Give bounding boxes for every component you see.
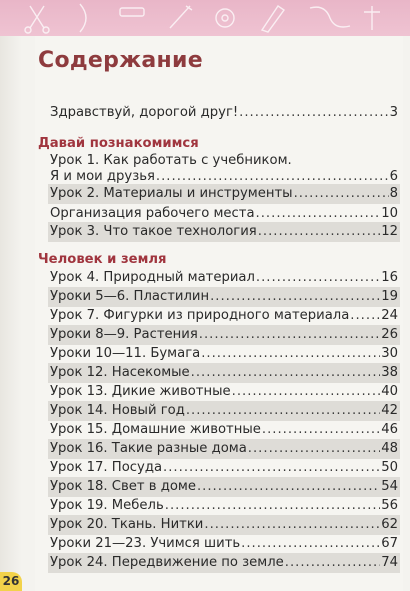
toc-leader-dots — [186, 401, 380, 421]
toc-item-text: Урок 4. Природный материал — [50, 270, 255, 285]
page-edge — [0, 36, 22, 591]
toc-item-text: Здравствуй, дорогой друг! — [50, 105, 239, 120]
toc-row[interactable] — [48, 363, 400, 383]
toc-item-page: 40 — [381, 384, 398, 399]
page-title: Содержание — [38, 48, 203, 73]
toc-item-page: 42 — [381, 403, 398, 418]
top-decorative-band — [0, 0, 410, 36]
toc-row[interactable] — [48, 553, 400, 573]
toc-item-text: Уроки 8—9. Растения — [50, 327, 198, 342]
toc-item-page: 38 — [381, 365, 398, 380]
toc-item-text: Урок 15. Домашние животные — [50, 422, 261, 437]
toc-item-text: Урок 3. Что такое технология — [50, 224, 257, 239]
toc-item-text: Урок 17. Посуда — [50, 460, 163, 475]
toc-item-text: Урок 18. Свет в доме — [50, 479, 196, 494]
toc-item-page: 48 — [381, 441, 398, 456]
toc-row[interactable] — [48, 458, 400, 478]
toc-leader-dots — [210, 287, 380, 307]
toc-row[interactable] — [48, 496, 400, 516]
toc-row[interactable] — [48, 325, 400, 345]
toc-item-page: 6 — [389, 169, 398, 184]
toc-row[interactable] — [48, 287, 400, 307]
toc-leader-dots — [248, 439, 380, 459]
toc-row[interactable] — [48, 268, 400, 288]
toc-item-page: 30 — [381, 346, 398, 361]
toc-leader-dots — [204, 515, 380, 535]
toc-item-text: Урок 2. Материалы и инструменты — [50, 186, 293, 201]
toc-row[interactable] — [48, 420, 400, 440]
toc-leader-dots — [294, 184, 389, 204]
toc-row[interactable] — [48, 204, 400, 224]
toc-item-text: Урок 7. Фигурки из природного материала — [50, 308, 350, 323]
toc-intro-row[interactable] — [48, 103, 400, 123]
toc-leader-dots — [258, 222, 381, 242]
toc-item-text: Уроки 21—23. Учимся шить — [50, 536, 241, 551]
toc-item-text: Урок 1. Как работать с учебником. — [50, 153, 292, 168]
toc-row[interactable] — [48, 515, 400, 535]
toc-item-text: Урок 14. Новый год — [50, 403, 185, 418]
toc-row[interactable] — [48, 534, 400, 554]
toc-leader-dots — [163, 458, 380, 478]
tools-pattern-icon — [0, 0, 410, 36]
toc-row[interactable] — [48, 222, 400, 242]
toc-item-text: Я и мои друзья — [50, 169, 155, 184]
toc-leader-dots — [262, 420, 380, 440]
toc-item-page: 56 — [381, 498, 398, 513]
section-heading: Человек и земля — [38, 252, 167, 267]
toc-leader-dots — [241, 534, 380, 554]
toc-item-text: Урок 19. Мебель — [50, 498, 164, 513]
toc-item-text: Урок 13. Дикие животные — [50, 384, 231, 399]
toc-item-page: 74 — [381, 555, 398, 570]
toc-row[interactable] — [48, 382, 400, 402]
toc-item-page: 54 — [381, 479, 398, 494]
toc-leader-dots — [239, 103, 388, 123]
toc-leader-dots — [197, 477, 380, 497]
toc-leader-dots — [199, 325, 380, 345]
toc-leader-dots — [350, 306, 380, 326]
toc-item-page: 50 — [381, 460, 398, 475]
toc-row[interactable] — [48, 344, 400, 364]
toc-item-page: 24 — [381, 308, 398, 323]
toc-item-page: 62 — [381, 517, 398, 532]
toc-item-page: 19 — [381, 289, 398, 304]
toc-leader-dots — [165, 496, 380, 516]
toc-row[interactable] — [48, 184, 400, 204]
toc-item-text: Уроки 10—11. Бумага — [50, 346, 201, 361]
toc-row[interactable] — [48, 306, 400, 326]
toc-item-text: Урок 24. Передвижение по земле — [50, 555, 284, 570]
section-heading: Давай познакомимся — [38, 136, 199, 151]
toc-row[interactable] — [48, 477, 400, 497]
toc-item-text: Урок 12. Насекомые — [50, 365, 190, 380]
toc-item-text: Урок 20. Ткань. Нитки — [50, 517, 204, 532]
toc-row[interactable] — [48, 439, 400, 459]
toc-item-page: 10 — [381, 206, 398, 221]
toc-item-page: 16 — [381, 270, 398, 285]
toc-item-page: 8 — [389, 186, 398, 201]
toc-leader-dots — [232, 382, 381, 402]
toc-item-text: Урок 16. Такие разные дома — [50, 441, 247, 456]
toc-leader-dots — [256, 268, 380, 288]
toc-item-text: Организация рабочего места — [50, 206, 255, 221]
toc-leader-dots — [191, 363, 381, 383]
toc-leader-dots — [256, 204, 381, 224]
toc-item-page: 26 — [381, 327, 398, 342]
toc-item-page: 3 — [389, 105, 398, 120]
toc-item-text: Уроки 5—6. Пластилин — [50, 289, 210, 304]
page-number-badge: 26 — [0, 572, 22, 591]
toc-item-page: 67 — [381, 536, 398, 551]
toc-leader-dots — [285, 553, 380, 573]
toc-leader-dots — [201, 344, 380, 364]
toc-item-page: 46 — [381, 422, 398, 437]
toc-item-page: 12 — [381, 224, 398, 239]
toc-row[interactable] — [48, 401, 400, 421]
